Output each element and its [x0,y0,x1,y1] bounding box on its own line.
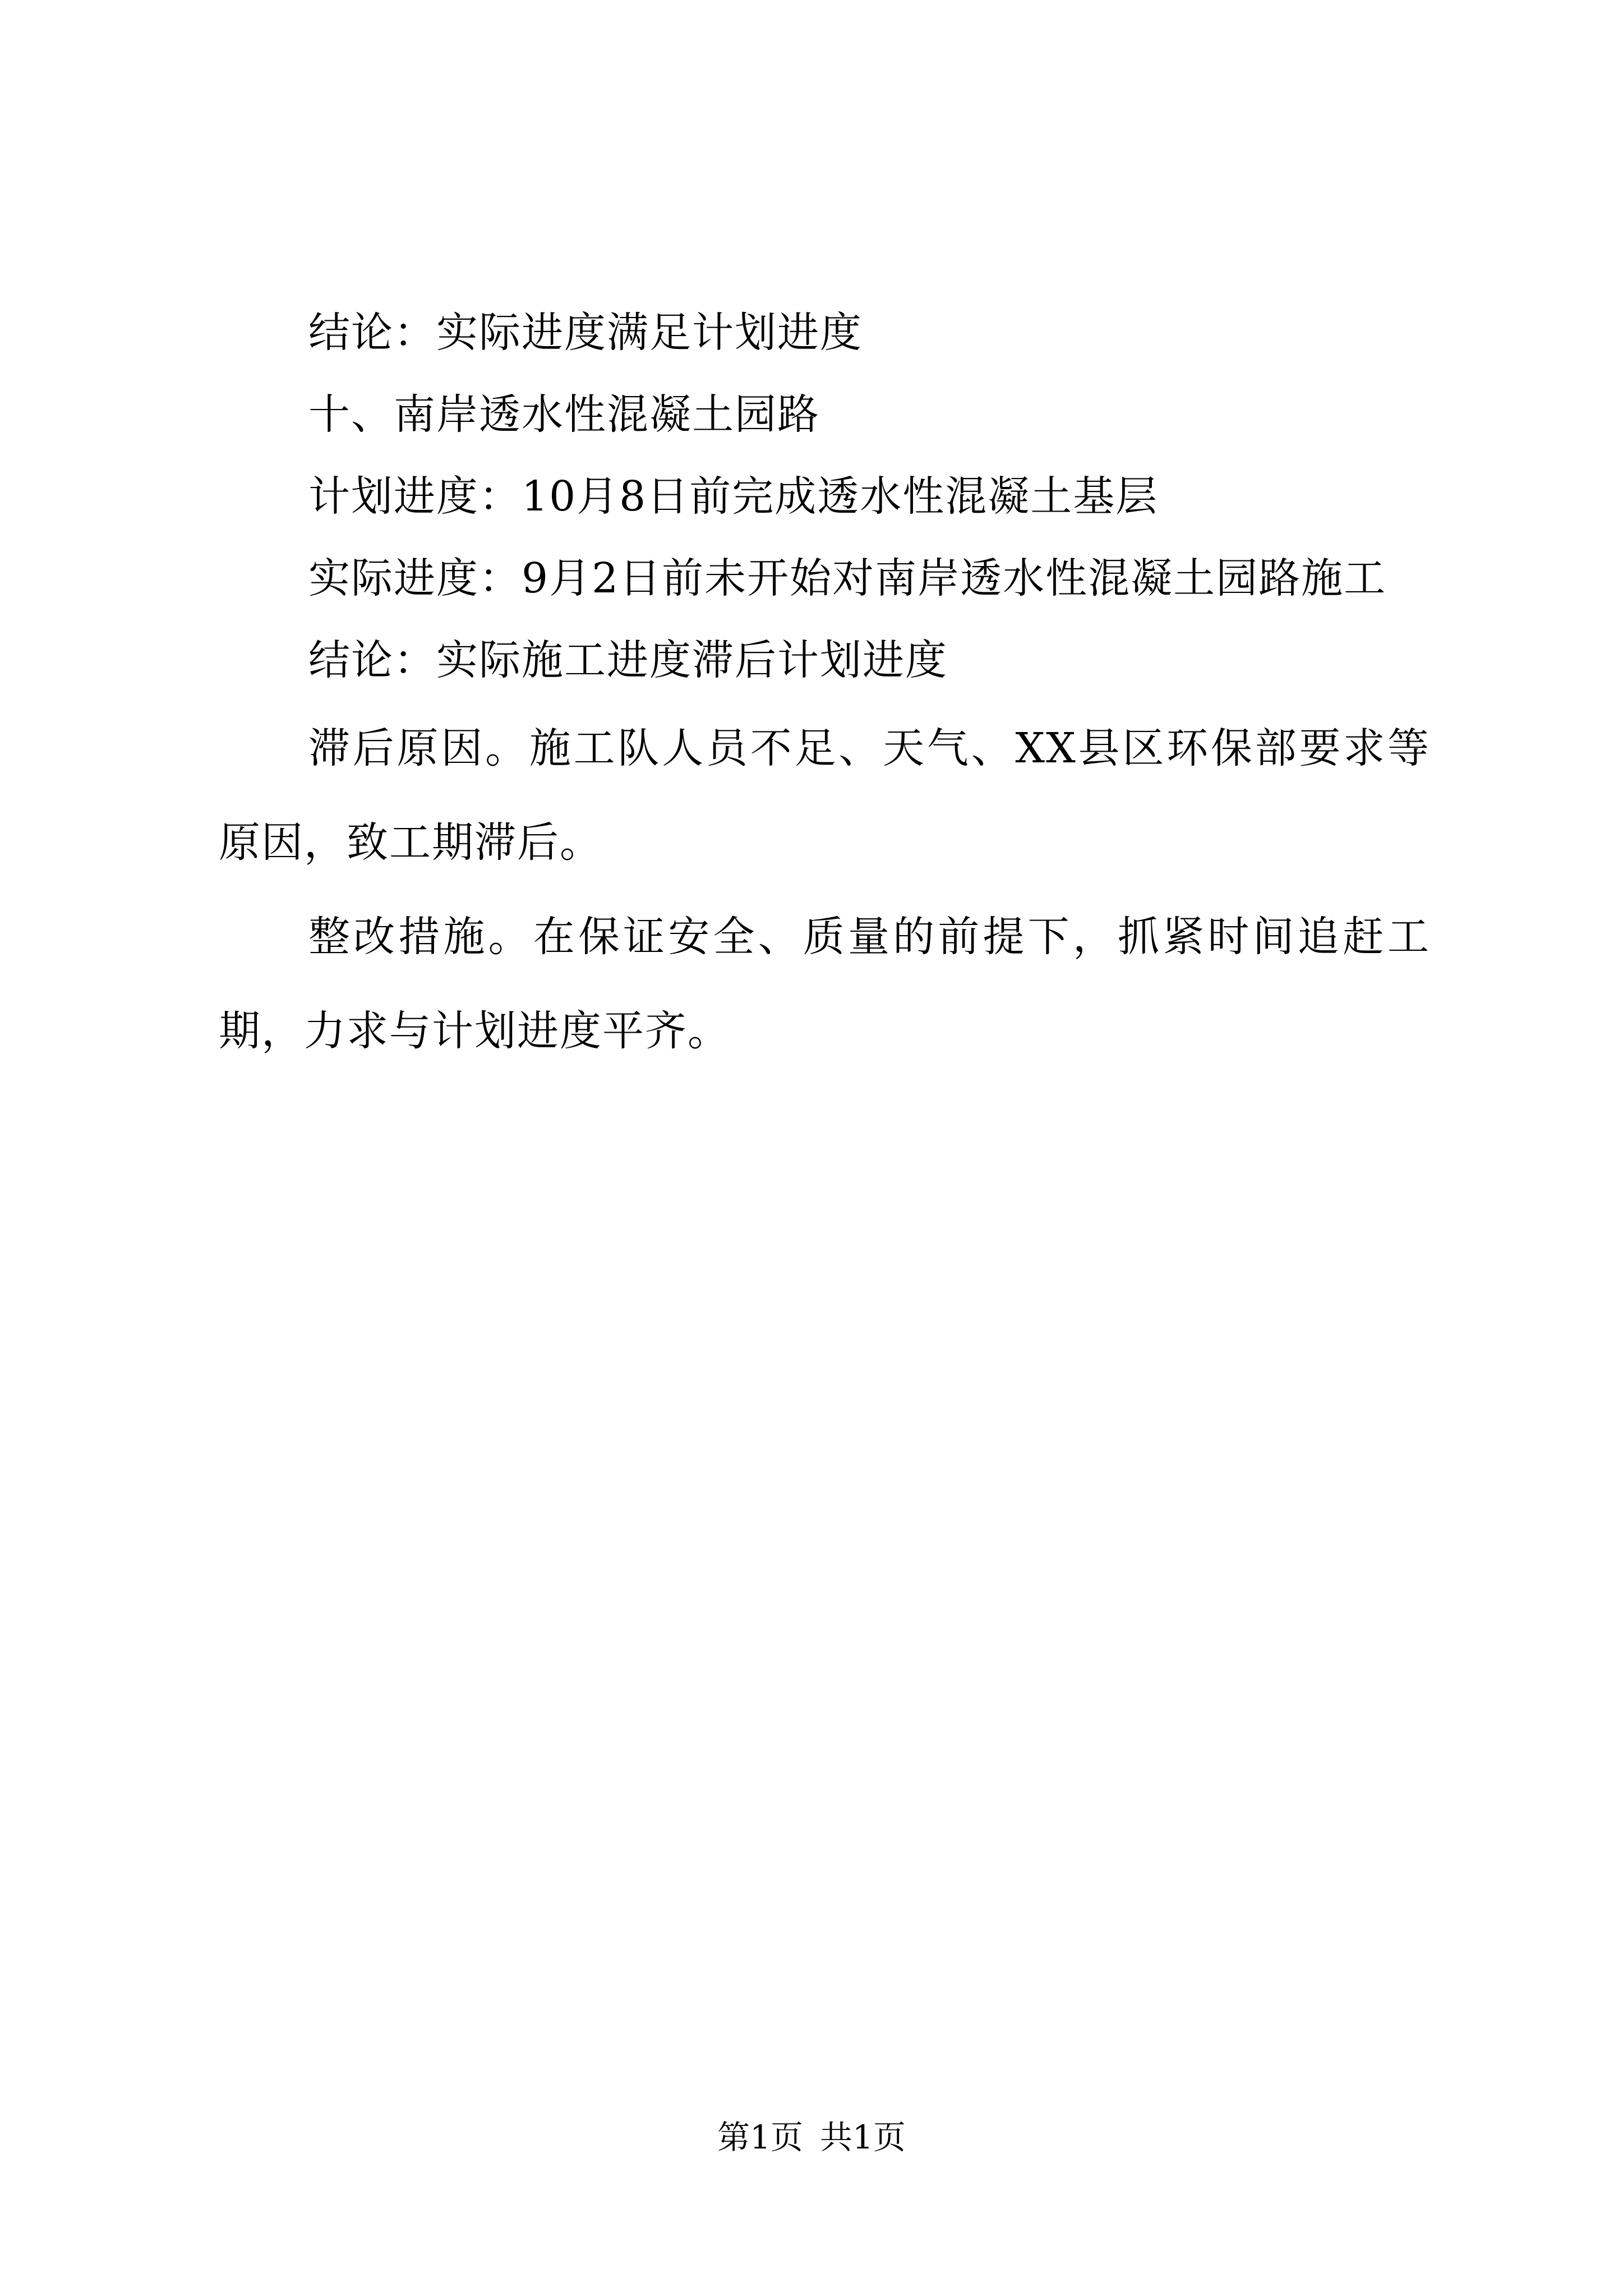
delay-reason-paragraph: 滞后原因。施工队人员不足、天气、XX县区环保部要求等原因，致工期滞后。 [219,724,1430,867]
section-heading-10: 十、南岸透水性混凝土园路 [308,390,820,439]
conclusion-line-1: 结论：实际进度满足计划进度 [308,309,863,357]
conclusion-line-2: 结论：实际施工进度滞后计划进度 [308,636,948,684]
page-number: 第1页 [717,2118,803,2156]
document-body [219,292,1430,1078]
page-footer [0,2115,1623,2160]
corrective-measures-paragraph: 整改措施。在保证安全、质量的前提下，抓紧时间追赶工期，力求与计划进度平齐。 [219,913,1430,1055]
page-total: 共1页 [820,2118,906,2156]
actual-progress-line: 实际进度：9月2日前未开始对南岸透水性混凝土园路施工 [308,554,1387,602]
planned-progress-line: 计划进度：10月8日前完成透水性混凝土基层 [308,472,1159,521]
